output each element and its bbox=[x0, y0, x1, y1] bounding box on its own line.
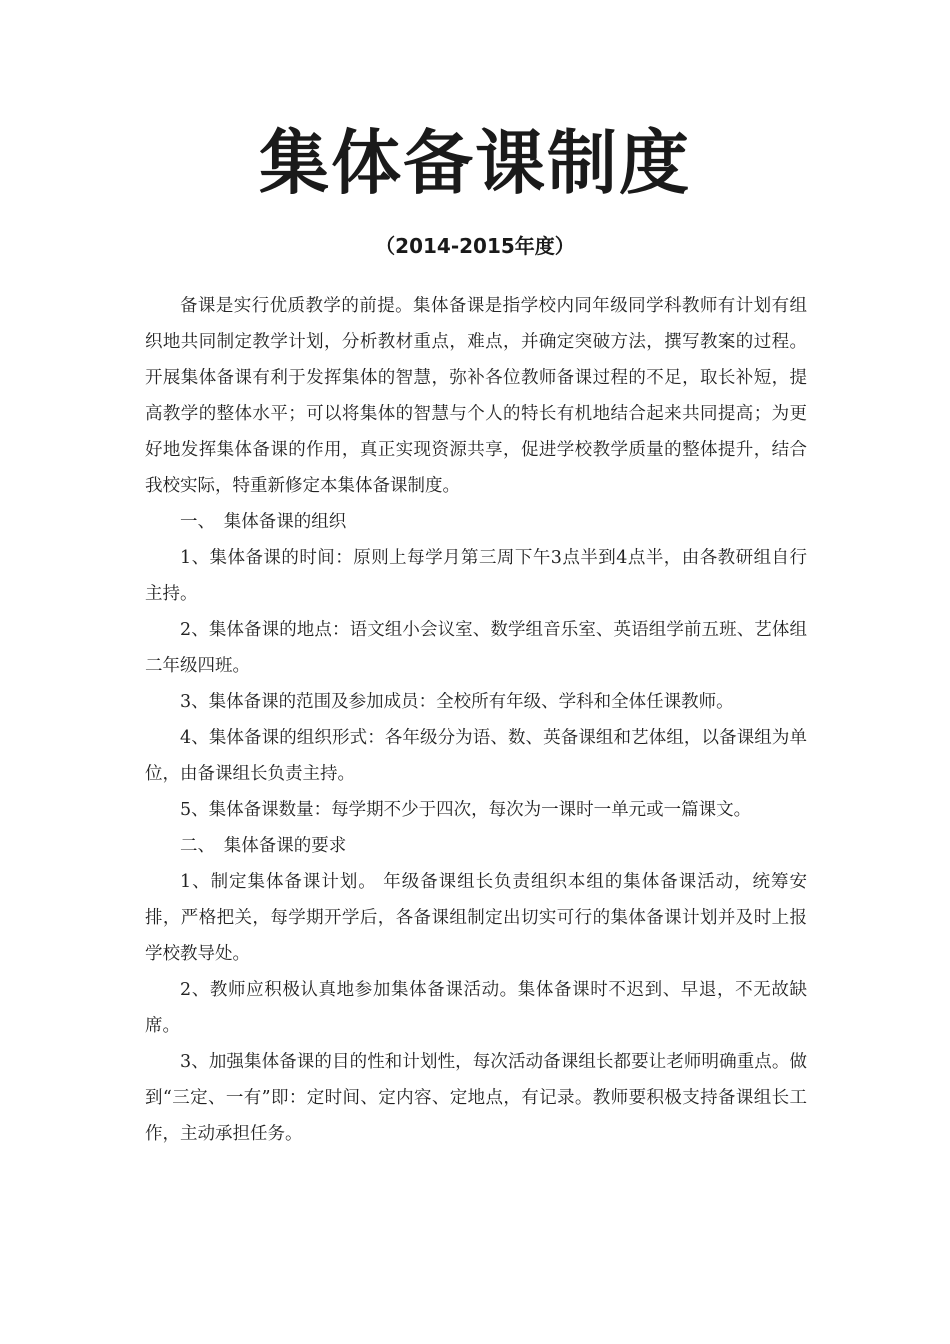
paragraph-item: 2、集体备课的地点：语文组小会议室、数学组音乐室、英语组学前五班、艺体组二年级四班。 bbox=[145, 620, 807, 676]
paragraph-item: 1、制定集体备课计划。 年级备课组长负责组织本组的集体备课活动，统筹安排，严格把关，每学期开学后，各备课组制定出切实可行的集体备课计划并及时上报学校教导处。 bbox=[145, 872, 807, 964]
section-heading-requirements: 二、 集体备课的要求 bbox=[180, 836, 347, 856]
document-title: 集体备课制度 bbox=[259, 122, 691, 204]
intro-paragraph: 备课是实行优质教学的前提。集体备课是指学校内同年级同学科教师有计划有组织地共同制定教学计划，分析教材重点，难点，并确定突破方法，撰写教案的过程。开展集体备课有利于发挥集体的智慧，弥补各位教师备课过程的不足，取长补短，提高教学的整体水平；可以将集体的智慧与个人的特长有机地结合起来共同提高；为更好地发挥集体备课的作用，真正实现资源共享，促进学校教学质量的整体提升，结合我校实际，特重新修定本集体备课制度。 bbox=[145, 296, 807, 496]
document-subtitle: （2014-2015年度） bbox=[375, 234, 575, 258]
paragraph-item: 1、集体备课的时间：原则上每学月第三周下午3点半到4点半，由各教研组自行主持。 bbox=[145, 548, 807, 604]
paragraph-item: 2、教师应积极认真地参加集体备课活动。集体备课时不迟到、早退，不无故缺席。 bbox=[145, 980, 807, 1036]
paragraph-item: 4、集体备课的组织形式：各年级分为语、数、英备课组和艺体组，以备课组为单位，由备课组长负责主持。 bbox=[145, 728, 807, 784]
paragraph-item: 5、集体备课数量：每学期不少于四次，每次为一课时一单元或一篇课文。 bbox=[180, 800, 752, 820]
paragraph-item: 3、加强集体备课的目的性和计划性，每次活动备课组长都要让老师明确重点。做到“三定、一有”即：定时间、定内容、定地点，有记录。教师要积极支持备课组长工作，主动承担任务。 bbox=[145, 1052, 807, 1144]
document-body bbox=[145, 288, 807, 1152]
section-heading-organization: 一、 集体备课的组织 bbox=[180, 512, 347, 532]
paragraph-item: 3、集体备课的范围及参加成员：全校所有年级、学科和全体任课教师。 bbox=[180, 692, 734, 712]
